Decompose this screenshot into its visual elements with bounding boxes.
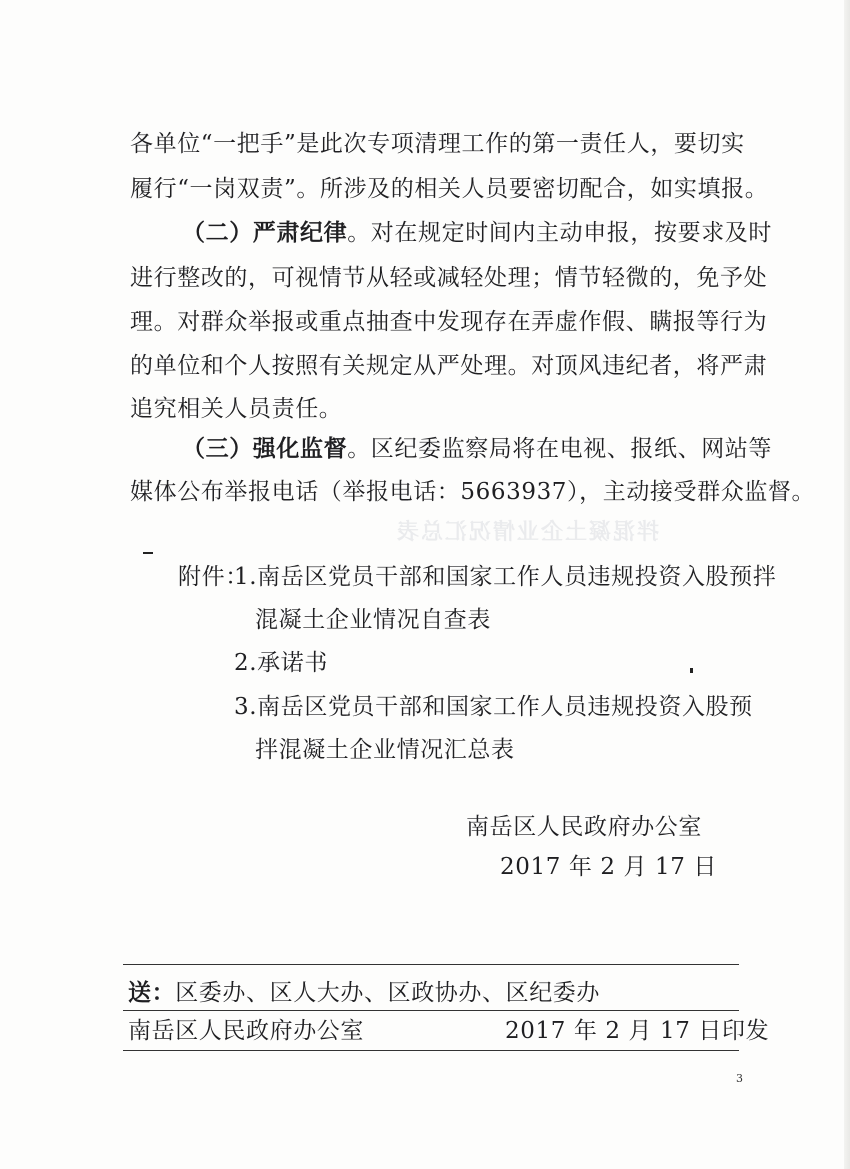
signature-issuer: 南岳区人民政府办公室 [466,814,702,840]
distribution-line [128,978,600,1008]
footer-issuer: 南岳区人民政府办公室 [128,1018,364,1044]
attachment-label: 附件： [178,564,249,590]
section-2-title: （二）严肃纪律 [182,219,348,246]
body-line-2: 履行“一岗双责”。所涉及的相关人员要密切配合，如实填报。 [130,176,769,202]
attachment-item-1-line-1: 1.南岳区党员干部和国家工作人员违规投资入股预拌 [234,564,777,590]
footer-print-date: 2017 年 2 月 17 日印发 [505,1018,770,1044]
scan-mark [690,668,693,673]
section-2-line-1 [182,218,772,248]
footer-rule-middle [123,1010,739,1011]
attachment-item-3-line-2: 拌混凝土企业情况汇总表 [255,737,515,763]
attachment-item-2: 2.承诺书 [234,650,328,676]
attachment-item-1-line-2: 混凝土企业情况自查表 [255,607,491,633]
body-line-1: 各单位“一把手”是此次专项清理工作的第一责任人，要切实 [130,131,745,157]
section-3-title: （三）强化监督 [182,435,348,462]
section-3-text: 。区纪委监察局将在电视、报纸、网站等 [347,436,773,462]
section-2-line-2: 进行整改的，可视情节从轻或减轻处理；情节轻微的，免予处 [130,265,768,291]
attachment-item-3-line-1: 3.南岳区党员干部和国家工作人员违规投资入股预 [234,694,753,720]
scan-edge [844,0,850,1169]
section-2-text: 。对在规定时间内主动申报，按要求及时 [347,220,773,246]
footer-rule-bottom [123,1050,739,1051]
section-2-line-5: 追究相关人员责任。 [130,396,343,422]
distribution-label: 送： [128,979,176,1006]
section-2-line-4: 的单位和个人按照有关规定从严处理。对顶风违纪者，将严肃 [130,353,768,379]
page-number: 3 [736,1072,743,1085]
footer-rule-top [123,964,739,965]
section-3-line-2: 媒体公布举报电话（举报电话：5663937），主动接受群众监督。 [130,479,816,505]
scan-mark [143,552,153,554]
section-3-line-1 [182,434,772,464]
signature-date: 2017 年 2 月 17 日 [500,854,717,880]
section-2-line-3: 理。对群众举报或重点抽查中发现存在弄虚作假、瞒报等行为 [130,309,768,335]
distribution-list: 区委办、区人大办、区政协办、区纪委办 [175,980,601,1006]
bleed-through-text: 拌混凝土企业情况汇总表 [395,519,660,545]
